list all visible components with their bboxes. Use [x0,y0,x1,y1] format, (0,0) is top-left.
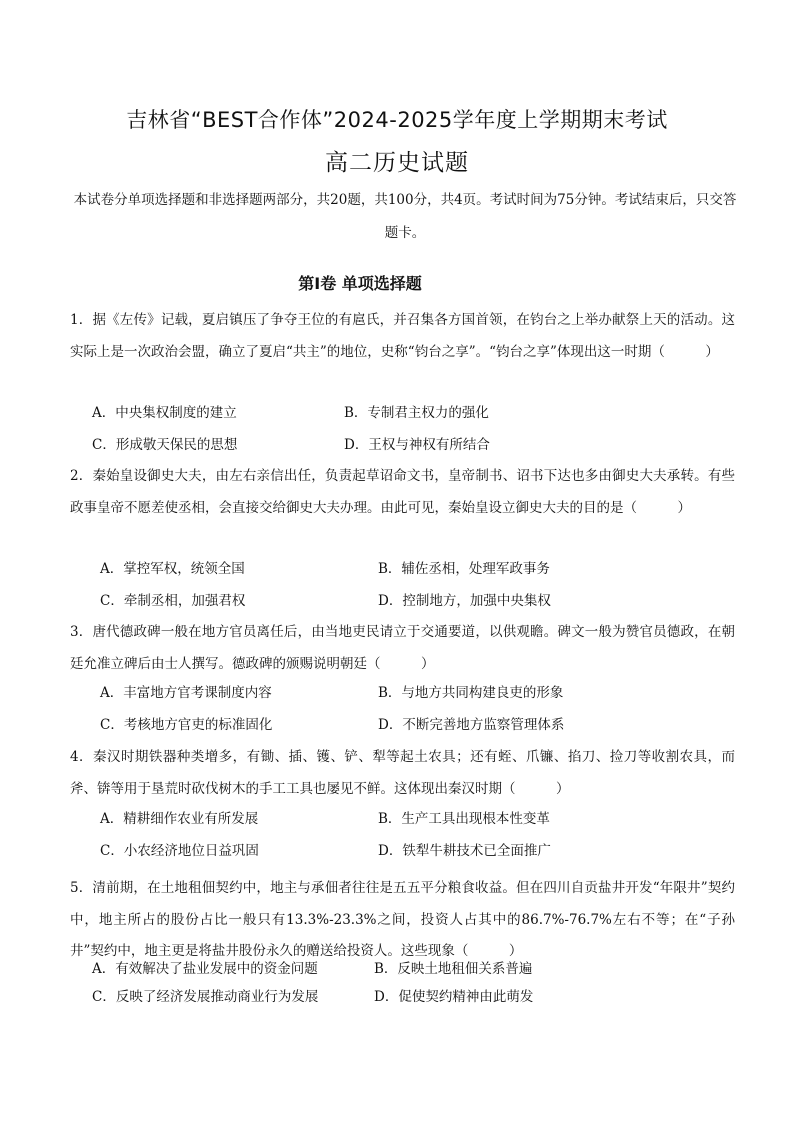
exam-subtitle: 高二历史试题 [325,150,469,176]
question-2-stem: 2．秦始皇设御史大夫，由左右亲信出任，负责起草诏命文书，皇帝制书、诏书下达也多由御史大夫承转。有些政事皇帝不愿差使丞相，会直接交给御史大夫办理。由此可见，秦始皇设立御史大夫的目的是（ ） [70,468,735,516]
question-2-option-b: B．辅佐丞相，处理军政事务 [378,561,550,577]
question-4-option-b: B．生产工具出现根本性变革 [378,811,550,827]
question-3-option-a: A．丰富地方官考课制度内容 [100,685,272,701]
question-2-option-d: D．控制地方，加强中央集权 [378,593,551,609]
exam-instructions: 本试卷分单项选择题和非选择题两部分，共20题，共100分，共4页。考试时间为75分钟。考试结束后，只交答题卡。 [73,192,737,241]
question-4-stem: 4．秦汉时期铁器种类增多，有锄、插、镬、铲、犁等起土农具；还有蛭、爪镰、掐刀、捡刀等收割农具，而斧、锛等用于垦荒时砍伐树木的手工工具也屡见不鲜。这体现出秦汉时期（ ） [70,749,735,797]
question-1-option-d: D．王权与神权有所结合 [344,437,490,453]
question-4-option-c: C．小农经济地位日益巩固 [100,843,259,859]
question-1-option-b: B．专制君主权力的强化 [344,405,489,421]
question-5-option-b: B．反映土地租佃关系普遍 [374,961,533,977]
question-1-stem: 1．据《左传》记载，夏启镇压了争夺王位的有扈氏，并召集各方国首领，在钧台之上举办献祭上天的活动。这实际上是一次政治会盟，确立了夏启“共主”的地位，史称“钧台之享”。“钧台之享”体现出这一时期（ ） [70,312,735,360]
question-5-option-a: A．有效解决了盐业发展中的资金问题 [92,961,318,977]
section-title: 第Ⅰ卷 单项选择题 [298,274,422,293]
question-3-stem: 3．唐代德政碑一般在地方官员离任后，由当地吏民请立于交通要道，以供观瞻。碑文一般为赞官员德政，在朝廷允准立碑后由士人撰写。德政碑的颁赐说明朝廷（ ） [70,624,735,672]
question-3-option-d: D．不断完善地方监察管理体系 [378,717,565,733]
question-4-option-a: A．精耕细作农业有所发展 [100,811,259,827]
exam-title: 吉林省“BEST合作体”2024-2025学年度上学期期末考试 [126,108,668,132]
question-2-option-a: A．掌控军权，统领全国 [100,561,245,577]
question-5-stem: 5．清前期，在土地租佃契约中，地主与承佃者往往是五五平分粮食收益。但在四川自贡盐井开发“年限井”契约中，地主所占的股份占比一般只有13.3%-23.3%之间，投资人占其中的86.7%-76.7%左右不等；在“子孙井”契约中，地主更是将盐井股份永久的赠送给投资人。这些现象（ ） [70,880,735,959]
question-1-option-a: A．中央集权制度的建立 [92,405,237,421]
question-3-option-c: C．考核地方官吏的标准固化 [100,717,273,733]
question-4-option-d: D．铁犁牛耕技术已全面推广 [378,843,551,859]
question-1-option-c: C．形成敬天保民的思想 [92,437,238,453]
question-3-option-b: B．与地方共同构建良吏的形象 [378,685,564,701]
question-5-option-d: D．促使契约精神由此萌发 [374,989,534,1005]
question-5-option-c: C．反映了经济发展推动商业行为发展 [92,989,319,1005]
question-2-option-c: C．牵制丞相，加强君权 [100,593,246,609]
